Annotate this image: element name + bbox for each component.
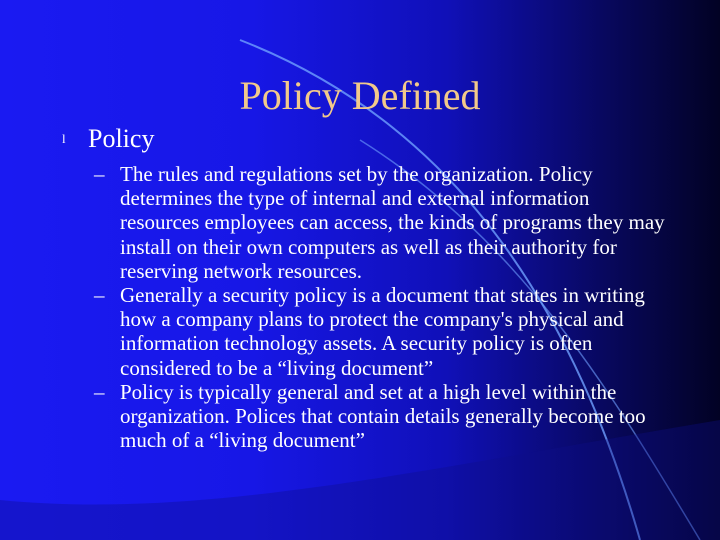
dash-marker: – <box>94 162 105 186</box>
subpoint-1 <box>62 162 667 283</box>
dash-marker: – <box>94 283 105 308</box>
subpoint-2 <box>62 283 667 380</box>
subpoint-list <box>62 162 667 452</box>
bullet-item-policy <box>62 124 667 154</box>
subpoint-3 <box>62 380 667 453</box>
bullet-heading: Policy <box>88 124 155 153</box>
slide-content <box>62 124 667 452</box>
subpoint-text: Policy is typically general and set at a high level within the organization. Polices that contain details generally become too much of a “living document” <box>120 379 646 453</box>
bullet-icon: l <box>62 131 66 146</box>
subpoint-text: Generally a security policy is a document that states in writing how a company plans to protect the company's physical and information technology assets. A security policy is often considered to be a “living document” <box>120 283 645 380</box>
slide-title: Policy Defined <box>239 73 481 118</box>
dash-marker: – <box>94 379 105 404</box>
subpoint-text: The rules and regulations set by the organization. Policy determines the type of internal and external information resources employees can access, the kinds of programs they may install on their own computers as well as their authority for reserving network resources. <box>120 162 665 283</box>
